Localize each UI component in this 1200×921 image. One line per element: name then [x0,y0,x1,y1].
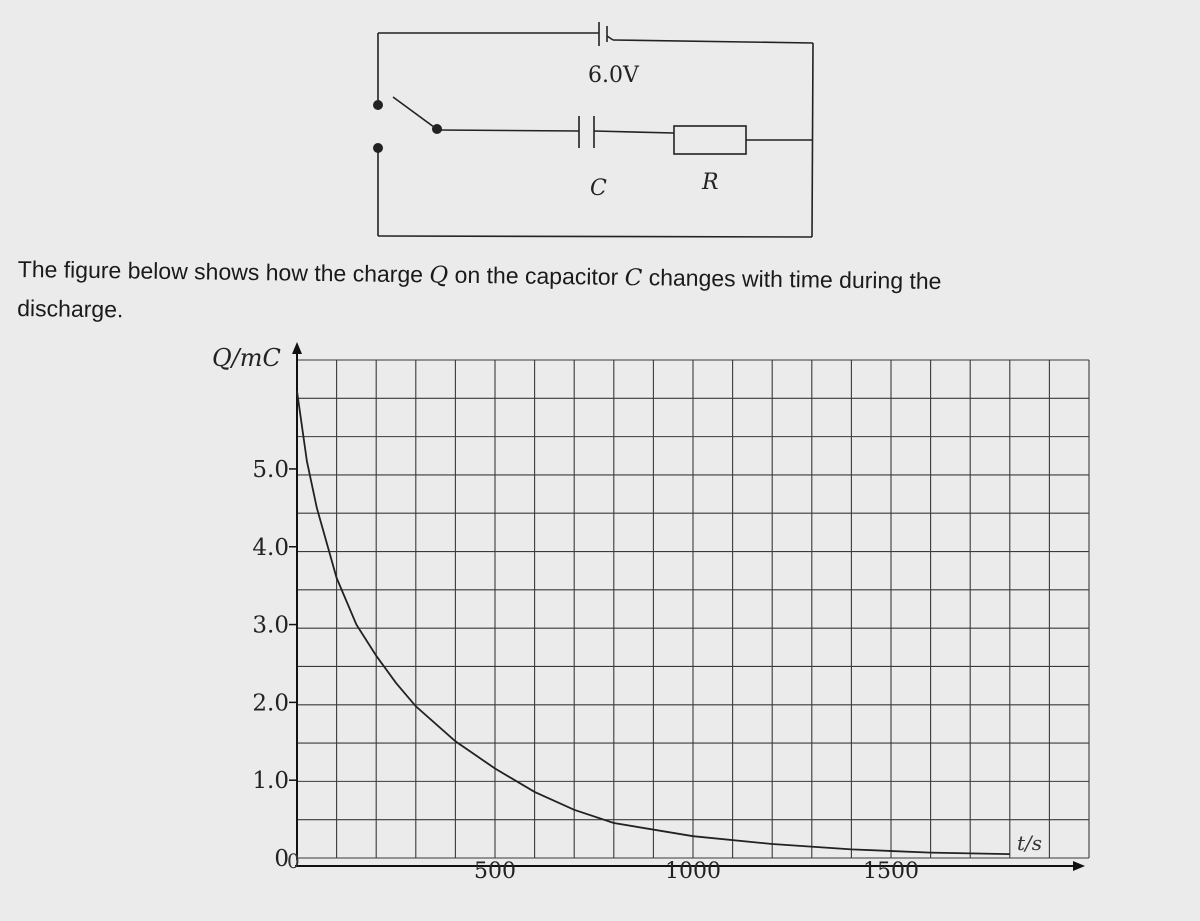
x-tick-label: 1500 [863,859,919,884]
y-axis-arrow-icon [292,342,302,354]
caption-line-2: discharge. [17,294,124,323]
y-tick-label: 3.0 [252,612,289,639]
switch-terminal-top [373,100,383,110]
x-tick-label-origin: 0 [287,849,300,873]
circuit-diagram [0,0,1200,245]
caption-text: on the capacitor [448,261,625,290]
caption-text: changes with time during the [642,264,942,295]
y-tick-label: 2.0 [252,690,289,717]
y-tick-label: 1.0 [252,768,289,795]
y-tick-label: 0 [274,846,289,872]
caption-symbol-c: C [624,264,643,292]
discharge-graph [0,330,1200,921]
switch-pivot [432,124,442,134]
switch-arm [393,97,438,130]
battery-label: 6.0V [588,63,639,88]
graph-grid [297,360,1089,858]
x-axis-label: t/s [1017,831,1043,855]
caption-text: The figure below shows how the charge [17,255,430,288]
question-caption [17,250,1178,342]
x-tick-label: 1000 [665,859,721,884]
capacitor-label: C [590,176,607,201]
y-tick-labels [252,457,297,872]
y-tick-label: 4.0 [252,534,289,561]
resistor-symbol [674,126,746,154]
x-axis-arrow-icon [1073,861,1085,871]
graph-axes [292,342,1085,871]
y-axis-label: Q/mC [212,344,281,372]
resistor-label: R [702,170,719,195]
y-tick-label: 5.0 [252,456,289,483]
x-tick-label: 500 [474,859,516,884]
switch-terminal-bottom [373,143,383,153]
caption-symbol-q: Q [429,262,449,289]
